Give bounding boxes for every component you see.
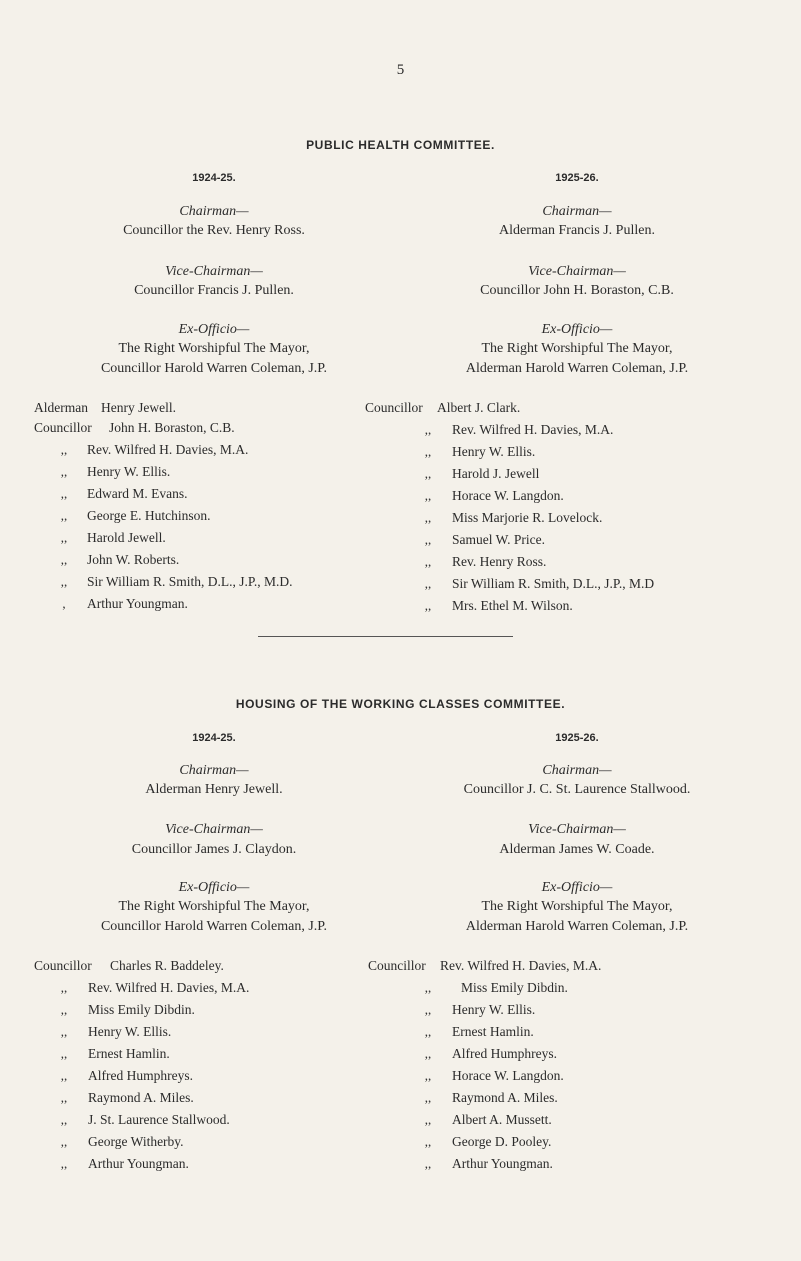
list-item: Raymond A. Miles. — [452, 1090, 558, 1105]
ho-left-year: 1924-25. — [192, 732, 236, 744]
list-item-ditto: ,, — [424, 1112, 432, 1127]
list-item: Raymond A. Miles. — [88, 1090, 194, 1105]
list-item-ditto: ,, — [60, 508, 68, 523]
ho-right-year: 1925-26. — [555, 732, 599, 744]
list-item-ditto: ,, — [424, 510, 432, 525]
list-item: Edward M. Evans. — [87, 486, 188, 501]
ho-left-first-prefix: Councillor — [34, 958, 92, 973]
list-item-ditto: ,, — [60, 1112, 68, 1127]
list-item: Arthur Youngman. — [452, 1156, 553, 1171]
list-item: Arthur Youngman. — [87, 596, 188, 611]
list-item: Alfred Humphreys. — [88, 1068, 193, 1083]
ho-left-vice-label: Vice-Chairman— — [165, 822, 263, 837]
ph-right-vice: Councillor John H. Boraston, C.B. — [480, 283, 674, 298]
ph-left-second-prefix: Councillor — [34, 420, 92, 435]
ph-left-ex-label: Ex-Officio— — [178, 322, 250, 337]
list-item-ditto: ,, — [60, 1068, 68, 1083]
ho-right-ex-2: Alderman Harold Warren Coleman, J.P. — [465, 919, 689, 934]
list-item-ditto: ,, — [60, 574, 68, 589]
ph-right-vice-label: Vice-Chairman— — [528, 264, 626, 279]
list-item-ditto: ,, — [60, 1024, 68, 1039]
list-item: Miss Emily Dibdin. — [88, 1002, 195, 1017]
list-item-ditto: ,, — [60, 486, 68, 501]
ph-left-ex-1: The Right Worshipful The Mayor, — [118, 341, 310, 356]
list-item-ditto: ,, — [60, 464, 68, 479]
ho-right-first-name: Rev. Wilfred H. Davies, M.A. — [440, 958, 602, 973]
list-item-ditto: ,, — [60, 980, 68, 995]
ho-right-vice: Alderman James W. Coade. — [499, 842, 655, 857]
list-item: Miss Emily Dibdin. — [461, 980, 568, 995]
ph-left-chairman: Councillor the Rev. Henry Ross. — [123, 223, 305, 238]
list-item-ditto: ,, — [424, 1156, 432, 1171]
list-item: Miss Marjorie R. Lovelock. — [452, 510, 603, 525]
list-item: Samuel W. Price. — [452, 532, 545, 547]
ho-left-ex-2: Councillor Harold Warren Coleman, J.P. — [100, 919, 328, 934]
list-item: Ernest Hamlin. — [452, 1024, 534, 1039]
ph-right-chairman: Alderman Francis J. Pullen. — [499, 223, 655, 238]
list-item-ditto: ,, — [424, 1002, 432, 1017]
list-item: Harold Jewell. — [87, 530, 166, 545]
list-item-ditto: ,, — [60, 1002, 68, 1017]
ho-left-chairman-label: Chairman— — [179, 763, 249, 778]
list-item-ditto: ,, — [60, 1090, 68, 1105]
list-item-ditto: ,, — [424, 1024, 432, 1039]
ph-right-ex-1: The Right Worshipful The Mayor, — [481, 341, 673, 356]
ho-right-vice-label: Vice-Chairman— — [528, 822, 626, 837]
page-number: 5 — [396, 62, 405, 78]
ho-right-ex-label: Ex-Officio— — [541, 880, 613, 895]
housing-title: HOUSING OF THE WORKING CLASSES COMMITTEE. — [235, 697, 566, 711]
list-item: Henry W. Ellis. — [452, 444, 536, 459]
ph-right-first-prefix: Councillor — [365, 400, 423, 415]
list-item: Alfred Humphreys. — [452, 1046, 557, 1061]
list-item: George Witherby. — [88, 1134, 184, 1149]
list-item-ditto: ,, — [424, 488, 432, 503]
list-item: Albert A. Mussett. — [452, 1112, 552, 1127]
list-item-ditto: ,, — [60, 1156, 68, 1171]
ho-right-chairman: Councillor J. C. St. Laurence Stallwood. — [463, 782, 691, 797]
list-item-ditto: ,, — [424, 598, 432, 613]
ph-right-ex-label: Ex-Officio— — [541, 322, 613, 337]
ph-right-year: 1925-26. — [555, 172, 599, 184]
list-item: J. St. Laurence Stallwood. — [88, 1112, 230, 1127]
list-item-ditto: ,, — [60, 530, 68, 545]
list-item: George E. Hutchinson. — [87, 508, 211, 523]
list-item: Rev. Henry Ross. — [452, 554, 547, 569]
list-item-ditto: ,, — [424, 466, 432, 481]
section-divider — [258, 636, 513, 637]
ho-right-first-prefix: Councillor — [368, 958, 426, 973]
ph-left-vice: Councillor Francis J. Pullen. — [134, 283, 294, 298]
list-item: Horace W. Langdon. — [452, 488, 564, 503]
list-item-ditto: ,, — [424, 422, 432, 437]
list-item-ditto: ,, — [424, 444, 432, 459]
ph-left-year: 1924-25. — [192, 172, 236, 184]
list-item: Henry W. Ellis. — [88, 1024, 172, 1039]
list-item: Henry W. Ellis. — [452, 1002, 536, 1017]
list-item: Ernest Hamlin. — [88, 1046, 170, 1061]
list-item: Rev. Wilfred H. Davies, M.A. — [87, 442, 249, 457]
list-item-ditto: ,, — [424, 1134, 432, 1149]
ph-right-ex-2: Alderman Harold Warren Coleman, J.P. — [465, 361, 689, 376]
ho-left-ex-label: Ex-Officio— — [178, 880, 250, 895]
list-item-ditto: ,, — [60, 1134, 68, 1149]
list-item-ditto: ,, — [424, 1046, 432, 1061]
list-item-ditto: ,, — [60, 442, 68, 457]
ph-left-first-prefix: Alderman — [34, 400, 88, 415]
list-item-ditto: ,, — [60, 552, 68, 567]
list-item-ditto: ,, — [424, 980, 432, 995]
list-item-ditto: ,, — [424, 1068, 432, 1083]
ph-left-first-name: Henry Jewell. — [101, 400, 176, 415]
public-health-title: PUBLIC HEALTH COMMITTEE. — [306, 138, 495, 152]
ph-left-chairman-label: Chairman— — [179, 204, 249, 219]
list-item: John W. Roberts. — [87, 552, 180, 567]
list-item-ditto: ,, — [424, 1090, 432, 1105]
ho-right-chairman-label: Chairman— — [542, 763, 612, 778]
list-item-ditto: ,, — [424, 576, 432, 591]
list-item-ditto: , — [62, 596, 66, 611]
ph-right-first-name: Albert J. Clark. — [437, 400, 521, 415]
ho-left-vice: Councillor James J. Claydon. — [131, 842, 297, 857]
list-item: Mrs. Ethel M. Wilson. — [452, 598, 573, 613]
list-item: Horace W. Langdon. — [452, 1068, 564, 1083]
ph-right-chairman-label: Chairman— — [542, 204, 612, 219]
list-item: Sir William R. Smith, D.L., J.P., M.D. — [87, 574, 293, 589]
list-item: Sir William R. Smith, D.L., J.P., M.D — [452, 576, 655, 591]
list-item-ditto: ,, — [424, 554, 432, 569]
ho-left-chairman: Alderman Henry Jewell. — [145, 782, 283, 797]
list-item: Rev. Wilfred H. Davies, M.A. — [452, 422, 614, 437]
ho-left-first-name: Charles R. Baddeley. — [110, 958, 224, 973]
list-item-ditto: ,, — [424, 532, 432, 547]
ph-left-vice-label: Vice-Chairman— — [165, 264, 263, 279]
list-item-ditto: ,, — [60, 1046, 68, 1061]
ph-left-second-name: John H. Boraston, C.B. — [109, 420, 235, 435]
ph-left-ex-2: Councillor Harold Warren Coleman, J.P. — [100, 361, 328, 376]
list-item: Henry W. Ellis. — [87, 464, 171, 479]
ho-left-ex-1: The Right Worshipful The Mayor, — [118, 899, 310, 914]
ho-right-ex-1: The Right Worshipful The Mayor, — [481, 899, 673, 914]
list-item: Rev. Wilfred H. Davies, M.A. — [88, 980, 250, 995]
list-item: Harold J. Jewell — [452, 466, 540, 481]
list-item: Arthur Youngman. — [88, 1156, 189, 1171]
list-item: George D. Pooley. — [452, 1134, 552, 1149]
